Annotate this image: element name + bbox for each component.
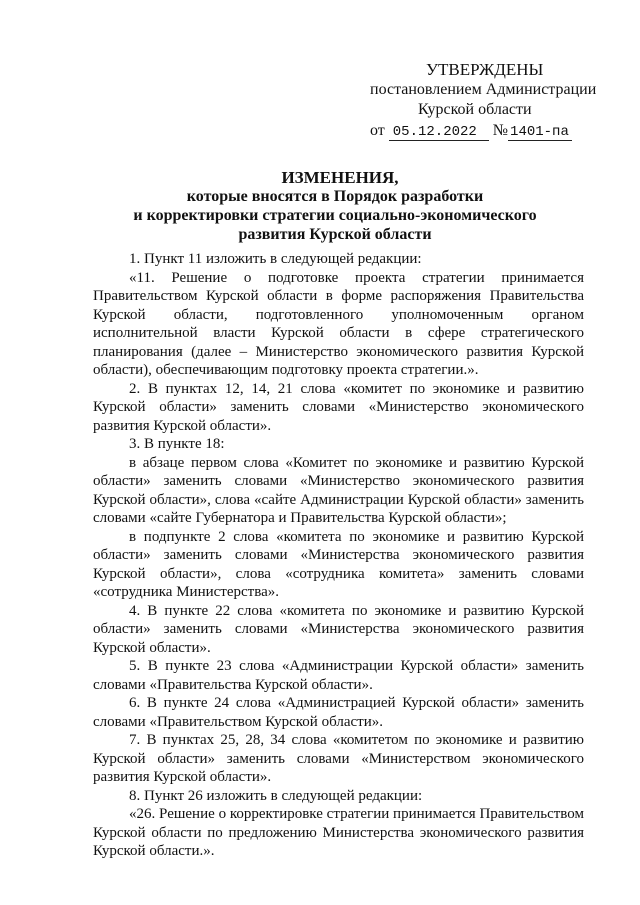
paragraph-2: «11. Решение о подготовке проекта стратегии принимается Правительством Курской области в форме распоряжения Правительства Курской области, подготовленного уполномоченным органом исполнительной власти Курской области в сфере стратегического планирования (далее – Министерство экономического развития Курской области), обеспечивающим подготовку проекта стратегии.».	[93, 269, 584, 378]
approval-line-3: Курской области	[418, 101, 532, 118]
heading-main: ИЗМЕНЕНИЯ,	[281, 168, 399, 187]
paragraph-8: 5. В пункте 23 слова «Администрации Курской области» заменить словами «Правительства Курской области».	[93, 658, 584, 693]
heading-line-3: и корректировки стратегии социально-экономического	[133, 207, 537, 224]
paragraph-6: в подпункте 2 слова «комитета по экономике и развитию Курской области» заменить словами «Министерства экономического развития Курской области», слова «сотрудника комитета» заменить словами «сотрудника Министерства».	[93, 528, 584, 600]
number-prefix: №	[492, 122, 509, 139]
date-prefix: от	[370, 122, 385, 139]
paragraph-7: 4. В пункте 22 слова «комитета по экономике и развитию Курской области» заменить словами «Министерства экономического развития Курской области».	[93, 602, 584, 656]
paragraph-5: в абзаце первом слова «Комитет по экономике и развитию Курской области» заменить словами «Министерство экономического развития Курской области», слова «сайте Администрации Курской области» заменить словами «сайте Губернатора и Правительства Курской области»;	[93, 454, 584, 526]
document-body	[93, 250, 584, 861]
paragraph-3: 2. В пунктах 12, 14, 21 слова «комитет по экономике и развитию Курской области» заменить словами «Министерство экономического развития Курской области».	[93, 380, 584, 434]
approval-date-line	[370, 121, 572, 141]
heading-line-4: развития Курской области	[238, 226, 432, 243]
paragraph-1: 1. Пункт 11 изложить в следующей редакции:	[129, 251, 422, 267]
paragraph-9: 6. В пункте 24 слова «Администрацией Курской области» заменить словами «Правительством Курской области».	[93, 695, 584, 730]
heading-line-2: которые вносятся в Порядок разработки	[186, 188, 484, 205]
approval-date: 05.12.2022	[389, 124, 489, 141]
document-heading	[0, 168, 640, 244]
paragraph-12: «26. Решение о корректировке стратегии принимается Правительством Курской области по предложению Министерства экономического развития Курской области.».	[93, 806, 584, 859]
paragraph-4: 3. В пункте 18:	[129, 436, 225, 452]
approval-line-2: постановлением Администрации	[370, 81, 597, 98]
paragraph-11: 8. Пункт 26 изложить в следующей редакции:	[129, 787, 423, 804]
approval-number: 1401-па	[508, 124, 572, 141]
paragraph-10: 7. В пунктах 25, 28, 34 слова «комитетом по экономике и развитию Курской области» заменить словами «Министерством экономического развития Курской области».	[93, 732, 584, 785]
approval-title: УТВЕРЖДЕНЫ	[426, 60, 544, 79]
